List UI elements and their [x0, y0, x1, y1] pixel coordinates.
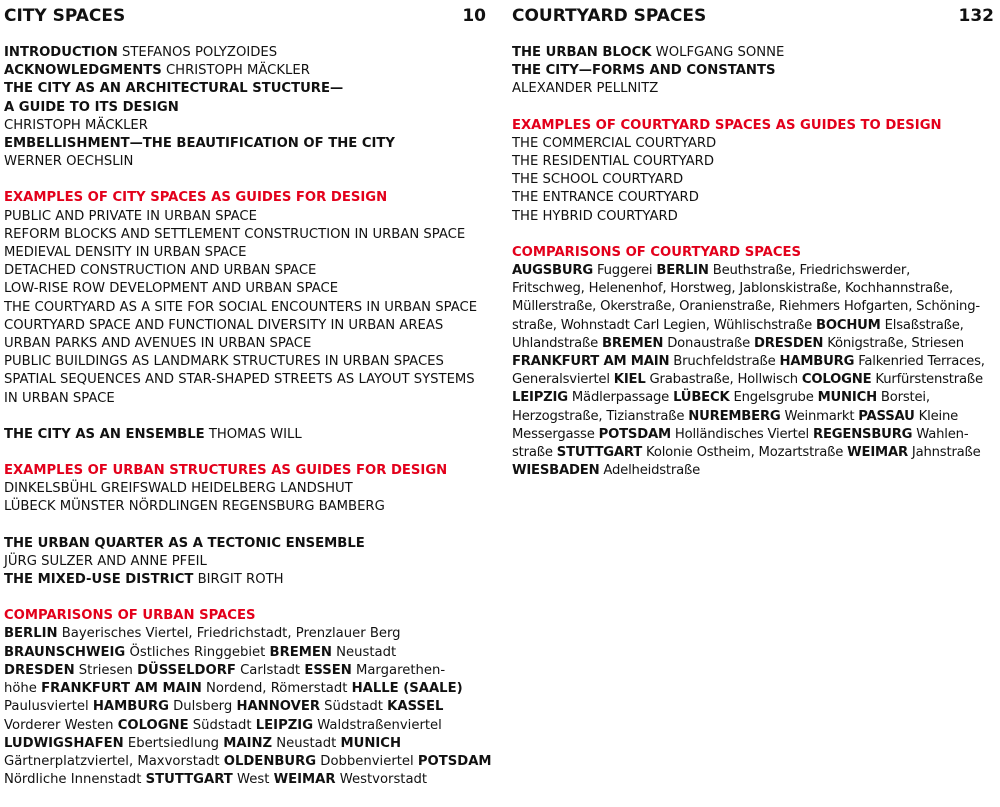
entry-title: THE MIXED-USE DISTRICT: [4, 572, 194, 588]
list-item: REFORM BLOCKS AND SETTLEMENT CONSTRUCTION IN URBAN SPACE: [4, 226, 466, 242]
list-item: PUBLIC BUILDINGS AS LANDMARK STRUCTURES IN URBAN SPACES: [4, 354, 444, 370]
city-name: BOCHUM: [816, 317, 881, 333]
section-heading: COMPARISONS OF COURTYARD SPACES: [512, 244, 802, 260]
toc-entry: [4, 553, 486, 571]
list-item: COURTYARD SPACE AND FUNCTIONAL DIVERSITY IN URBAN AREAS: [4, 317, 444, 333]
district-names: Östliches Ringgebiet: [125, 644, 270, 660]
district-names: Jahnstraße: [907, 445, 981, 461]
city-name: HANNOVER: [236, 699, 320, 715]
comparison-line: [4, 644, 486, 662]
city-name: LEIPZIG: [255, 717, 314, 733]
city-name: HALLE (SAALE): [351, 681, 463, 697]
entry-title: A GUIDE TO ITS DESIGN: [4, 99, 179, 115]
examples-city-items: [4, 208, 486, 408]
city-name: LÜBECK: [673, 390, 730, 406]
section-title: COURTYARD SPACES: [512, 6, 707, 26]
city-name: MUNICH: [817, 390, 877, 406]
comparison-line: [4, 717, 486, 735]
city-name: WEIMAR: [273, 772, 336, 788]
entry-title: THE CITY AS AN ENSEMBLE: [4, 426, 205, 442]
list-item: THE COURTYARD AS A SITE FOR SOCIAL ENCOUNTERS IN URBAN SPACE: [4, 299, 478, 315]
city-name: ESSEN: [304, 662, 352, 678]
section-heading: EXAMPLES OF URBAN STRUCTURES AS GUIDES FOR DESIGN: [4, 463, 448, 479]
district-names: Nordend, Römerstadt: [201, 681, 352, 697]
toc-entry: [4, 426, 486, 444]
courtyard-spaces-column: [512, 0, 994, 498]
city-name: AUGSBURG: [512, 263, 593, 279]
list-item: THE COMMERCIAL COURTYARD: [512, 135, 717, 151]
city-name: REGENSBURG: [813, 426, 913, 442]
city-name: WEIMAR: [847, 445, 908, 461]
comparisons-courtyard-lines: [512, 262, 994, 480]
toc-entry: [4, 153, 486, 171]
city-name: FRANKFURT AM MAIN: [41, 681, 202, 697]
entry-title: INTRODUCTION: [4, 45, 118, 60]
city-name: HAMBURG: [92, 699, 169, 715]
city-name: POTSDAM: [598, 426, 671, 442]
district-names: Dulsberg: [168, 699, 237, 715]
comparisons-urban-spaces: [4, 607, 492, 789]
district-names: Donaustraße: [663, 335, 755, 351]
city-name: BRAUNSCHWEIG: [4, 644, 126, 660]
entry-author: CHRISTOPH MÄCKLER: [4, 117, 148, 133]
district-names: Müllerstraße, Okerstraße, Oranienstraße, Riehmers Hofgarten, Schöning-: [512, 299, 980, 315]
district-names: Neustadt: [331, 644, 397, 660]
entry-author: THOMAS WILL: [204, 426, 302, 442]
city-name: BREMEN: [269, 644, 332, 660]
district-names: Margarethen-: [351, 662, 446, 678]
toc-entry: [4, 535, 486, 553]
list-item: THE HYBRID COURTYARD: [512, 208, 678, 224]
district-names: Messergasse: [512, 426, 599, 442]
toc-entry: [4, 571, 486, 589]
comparison-line: [4, 625, 486, 643]
list-item: PUBLIC AND PRIVATE IN URBAN SPACE: [4, 208, 257, 224]
district-names: Südstadt: [319, 699, 388, 715]
entry-author: BIRGIT ROTH: [193, 572, 284, 588]
district-names: Mädlerpassage: [567, 390, 674, 406]
comparison-line: [512, 298, 994, 316]
city-spaces-column: [4, 0, 492, 807]
entry-title: THE CITY AS AN ARCHITECTURAL STUCTURE—: [4, 81, 344, 97]
list-item: LÜBECK MÜNSTER NÖRDLINGEN REGENSBURG BAMBERG: [4, 499, 385, 515]
city-name: BERLIN: [656, 263, 709, 279]
list-item: LOW-RISE ROW DEVELOPMENT AND URBAN SPACE: [4, 281, 339, 297]
district-names: Engelsgrube: [729, 390, 818, 406]
district-names: Uhlandstraße: [512, 335, 603, 351]
ensemble-entry: [4, 426, 486, 444]
toc-entry: [4, 80, 486, 98]
district-names: Weinmarkt: [780, 408, 859, 424]
comparison-line: [512, 408, 994, 426]
district-names: Westvorstadt: [335, 772, 428, 788]
examples-urban-items: [4, 480, 486, 516]
list-item: THE RESIDENTIAL COURTYARD: [512, 154, 714, 170]
city-name: NUREMBERG: [688, 408, 781, 424]
entry-author: STEFANOS POLYZOIDES: [117, 45, 278, 60]
district-names: Nördliche Innenstadt: [4, 772, 146, 788]
entry-title: ACKNOWLEDGMENTS: [4, 63, 162, 79]
comparison-line: [512, 462, 994, 480]
comparison-line: [512, 335, 994, 353]
toc-entry: [4, 99, 486, 117]
comparison-line: [512, 317, 994, 335]
comparisons-urban-lines: [4, 625, 492, 789]
examples-urban-structures: [4, 462, 486, 517]
district-names: Fuggerei: [592, 263, 657, 279]
toc-entry: [512, 62, 994, 80]
district-names: straße: [512, 445, 557, 461]
comparison-line: [4, 735, 486, 753]
district-names: Striesen: [74, 662, 138, 678]
district-names: Adelheidstraße: [599, 463, 701, 479]
section-heading: EXAMPLES OF CITY SPACES AS GUIDES FOR DESIGN: [4, 190, 388, 206]
city-name: STUTTGART: [145, 772, 233, 788]
district-names: Wahlen-: [912, 426, 969, 442]
city-name: STUTTGART: [556, 445, 643, 461]
entry-author: WOLFGANG SONNE: [651, 45, 785, 60]
district-names: Holländisches Viertel: [670, 426, 813, 442]
city-name: MUNICH: [340, 735, 401, 751]
toc-entry: [4, 117, 486, 135]
district-names: West: [232, 772, 274, 788]
city-name: LEIPZIG: [512, 390, 568, 406]
list-item: MEDIEVAL DENSITY IN URBAN SPACE: [4, 245, 247, 261]
district-names: Waldstraßenviertel: [313, 717, 442, 733]
city-name: BREMEN: [602, 335, 664, 351]
toc-entry: [512, 44, 994, 62]
district-names: Herzogstraße, Tizianstraße: [512, 408, 689, 424]
district-names: Südstadt: [188, 717, 256, 733]
district-names: Gärtnerplatzviertel, Maxvorstadt: [4, 753, 224, 769]
entry-title: THE URBAN BLOCK: [512, 45, 652, 60]
urban-quarter-list: [4, 535, 486, 590]
district-names: Ebertsiedlung: [123, 735, 224, 751]
district-names: Beuthstraße, Friedrichswerder,: [708, 263, 911, 279]
city-name: DRESDEN: [4, 662, 75, 678]
district-names: Königstraße, Striesen: [823, 335, 964, 351]
list-item: SPATIAL SEQUENCES AND STAR-SHAPED STREETS AS LAYOUT SYSTEMS: [4, 372, 475, 388]
city-name: COLOGNE: [801, 372, 872, 388]
list-item: DINKELSBÜHL GREIFSWALD HEIDELBERG LANDSHUT: [4, 481, 353, 497]
entry-author: CHRISTOPH MÄCKLER: [161, 63, 310, 79]
section-title: CITY SPACES: [4, 6, 126, 26]
page-number: 10: [462, 6, 486, 26]
city-name: OLDENBURG: [223, 753, 317, 769]
section-heading: EXAMPLES OF COURTYARD SPACES AS GUIDES TO DESIGN: [512, 117, 942, 133]
comparison-line: [512, 280, 994, 298]
district-names: Kurfürstenstraße: [871, 372, 983, 388]
district-names: Grabastraße, Hollwisch: [645, 372, 802, 388]
comparison-line: [4, 680, 486, 698]
courtyard-intro-list: [512, 44, 994, 99]
comparison-line: [4, 753, 492, 771]
entry-title: EMBELLISHMENT—THE BEAUTIFICATION OF THE CITY: [4, 136, 395, 152]
city-name: DÜSSELDORF: [137, 662, 236, 678]
comparison-line: [512, 444, 994, 462]
comparison-line: [512, 262, 994, 280]
entry-title: THE CITY—FORMS AND CONSTANTS: [512, 63, 776, 79]
district-names: straße, Wohnstadt Carl Legien, Wühlischstraße: [512, 317, 816, 333]
city-name: PASSAU: [858, 408, 915, 424]
city-name: KASSEL: [387, 699, 444, 715]
district-names: Neustadt: [272, 735, 341, 751]
comparison-line: [4, 698, 486, 716]
city-name: DRESDEN: [754, 335, 824, 351]
district-names: Falkenried Terraces,: [854, 354, 985, 370]
comparison-line: [4, 771, 486, 789]
toc-entry: [4, 44, 486, 62]
district-names: höhe: [4, 681, 42, 697]
comparison-line: [512, 389, 994, 407]
city-spaces-header: [4, 6, 486, 26]
city-name: LUDWIGSHAFEN: [4, 735, 124, 751]
examples-courtyard-spaces: [512, 117, 994, 226]
comparisons-courtyard-spaces: [512, 244, 994, 481]
city-name: POTSDAM: [417, 753, 492, 769]
intro-list: [4, 44, 486, 171]
district-names: Borstei,: [876, 390, 930, 406]
entry-author: WERNER OECHSLIN: [4, 154, 134, 170]
comparison-line: [512, 371, 994, 389]
district-names: Dobbenviertel: [316, 753, 418, 769]
courtyard-spaces-header: [512, 6, 994, 26]
entry-author: JÜRG SULZER AND ANNE PFEIL: [4, 553, 207, 569]
comparison-line: [4, 662, 486, 680]
district-names: Generalsviertel: [512, 372, 614, 388]
entry-title: THE URBAN QUARTER AS A TECTONIC ENSEMBLE: [4, 535, 365, 551]
examples-city-spaces: [4, 189, 486, 407]
city-name: HAMBURG: [779, 354, 855, 370]
city-name: WIESBADEN: [512, 463, 600, 479]
entry-author: ALEXANDER PELLNITZ: [512, 81, 659, 97]
district-names: Kleine: [914, 408, 959, 424]
city-name: BERLIN: [4, 626, 58, 642]
examples-courtyard-items: [512, 135, 994, 226]
district-names: Bayerisches Viertel, Friedrichstadt, Prenzlauer Berg: [57, 626, 401, 642]
city-name: KIEL: [613, 372, 646, 388]
list-item: THE SCHOOL COURTYARD: [512, 172, 684, 188]
comparison-line: [512, 426, 994, 444]
district-names: Paulusviertel: [4, 699, 93, 715]
district-names: Kolonie Ostheim, Mozartstraße: [642, 445, 848, 461]
city-name: COLOGNE: [117, 717, 189, 733]
city-name: MAINZ: [223, 735, 273, 751]
list-item: IN URBAN SPACE: [4, 390, 115, 406]
toc-entry: [4, 135, 486, 153]
list-item: DETACHED CONSTRUCTION AND URBAN SPACE: [4, 263, 317, 279]
toc-entry: [512, 80, 994, 98]
list-item: THE ENTRANCE COURTYARD: [512, 190, 699, 206]
district-names: Carlstadt: [235, 662, 305, 678]
toc-entry: [4, 62, 486, 80]
district-names: Bruchfeldstraße: [669, 354, 780, 370]
comparison-line: [512, 353, 994, 371]
section-heading: COMPARISONS OF URBAN SPACES: [4, 608, 256, 624]
district-names: Vorderer Westen: [4, 717, 118, 733]
city-name: FRANKFURT AM MAIN: [512, 354, 670, 370]
district-names: Fritschweg, Helenenhof, Horstweg, Jablonskistraße, Kochhannstraße,: [512, 281, 953, 297]
page-number: 132: [958, 6, 994, 26]
district-names: Elsaßstraße,: [880, 317, 964, 333]
list-item: URBAN PARKS AND AVENUES IN URBAN SPACE: [4, 336, 312, 352]
